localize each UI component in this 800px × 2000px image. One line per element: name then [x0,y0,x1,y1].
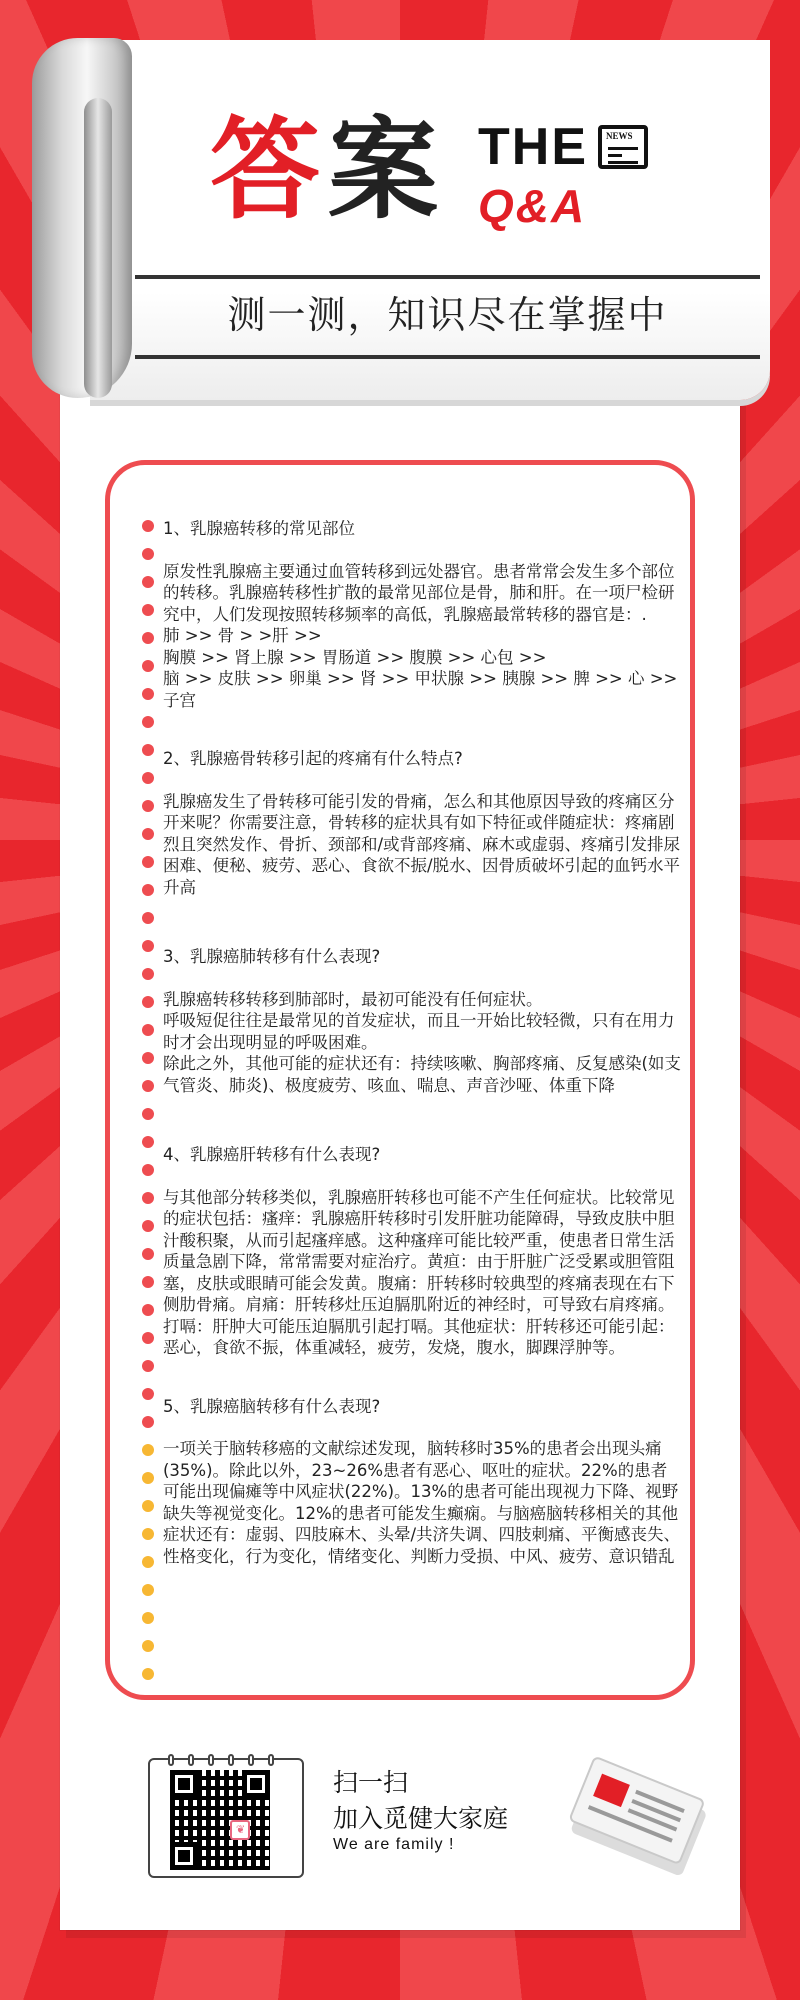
paper-roll-icon [32,38,132,398]
decorative-dot [142,1556,154,1568]
decorative-dot [142,660,154,672]
decorative-dot [142,1472,154,1484]
title-the: THE [478,118,588,176]
news-icon: NEWS [598,125,648,169]
decorative-dot [142,772,154,784]
decorative-dot [142,1500,154,1512]
decorative-dot [142,1304,154,1316]
title-chinese: 答案 [210,106,446,234]
decorative-dot [142,1276,154,1288]
decorative-dot [142,1668,154,1680]
decorative-dot [142,1528,154,1540]
ribbon-logo-icon: ❦ [230,1820,250,1840]
decorative-dot [142,604,154,616]
decorative-dot [142,632,154,644]
decorative-dot [142,1108,154,1120]
answer-text: 一项关于脑转移癌的文献综述发现，脑转移时35%的患者会出现头痛(35%)。除此以外，23~26%患者有恶心、呕吐的症状。22%的患者可能出现偏瘫等中风症状(22%)。13%的患者可能出现视力下降、视野缺失等视觉变化。12%的患者可能发生癫痫。与脑癌脑转移相关的其他症状还有：虚弱、四肢麻木、头晕/共济失调、四肢刺痛、平衡感丧失、性格变化，行为变化，情绪变化、判断力受损、中风、疲劳、意识错乱 [163,1439,681,1566]
qa-section-3 [163,946,683,1096]
question-title: 5、乳腺癌脑转移有什么表现? [163,1396,381,1416]
question-title: 1、乳腺癌转移的常见部位 [163,519,355,538]
qr-code-frame [148,1758,304,1878]
question-title: 2、乳腺癌骨转移引起的疼痛有什么特点? [163,749,463,768]
answer-text: 除此之外，其他可能的症状还有：持续咳嗽、胸部疼痛、反复感染(如支气管炎、肺炎)、极度疲劳、咳血、喘息、声音沙哑、体重下降 [163,1054,681,1095]
decorative-dot [142,744,154,756]
qa-section-4 [163,1144,683,1359]
answer-text: 脑 >> 皮肤 >> 卵巢 >> 肾 >> 甲状腺 >> 胰腺 >> 脾 >> 心 >> 子宫 [163,669,678,710]
question-title: 4、乳腺癌肝转移有什么表现? [163,1145,381,1164]
decorative-dot [142,1136,154,1148]
header-rule-bottom [135,355,760,359]
decorative-dot [142,856,154,868]
qa-content [163,518,683,1567]
decorative-dot [142,1416,154,1428]
decorative-dot [142,1332,154,1344]
decorative-dots [142,520,156,1690]
answer-text: 乳腺癌发生了骨转移可能引发的骨痛，怎么和其他原因导致的疼痛区分开来呢？你需要注意，骨转移的症状具有如下特征或伴随症状：疼痛剧烈且突然发作、骨折、颈部和/或背部疼痛、麻木或虚弱、疼痛引发排尿困难、便秘、疲劳、恶心、食欲不振/脱水、因骨质破坏引起的血钙水平升高 [163,791,681,897]
answer-text: 胸膜 >> 肾上腺 >> 胃肠道 >> 腹膜 >> 心包 >> [163,647,547,667]
scan-prompt: 扫一扫 加入觅健大家庭 [333,1768,509,1833]
answer-text: 乳腺癌转移转移到肺部时，最初可能没有任何症状。 [163,989,543,1009]
answer-text: 呼吸短促往往是最常见的首发症状，而且一开始比较轻微，只有在用力时才会出现明显的呼吸困难。 [163,1011,675,1052]
title-qa: Q&A [478,180,587,232]
decorative-dot [142,800,154,812]
decorative-dot [142,1612,154,1624]
decorative-dot [142,1444,154,1456]
decorative-dot [142,1584,154,1596]
qr-code-icon[interactable] [170,1770,270,1870]
decorative-dot [142,1080,154,1092]
page-title [210,105,670,255]
question-title: 3、乳腺癌肺转移有什么表现? [163,947,381,966]
decorative-dot [142,1220,154,1232]
decorative-dot [142,1052,154,1064]
decorative-dot [142,1024,154,1036]
decorative-dot [142,1248,154,1260]
subtitle: 测一测，知识尽在掌握中 [227,293,668,337]
decorative-dot [142,1164,154,1176]
decorative-dot [142,1360,154,1372]
decorative-dot [142,940,154,952]
answer-text: 原发性乳腺癌主要通过血管转移到远处器官。患者常常会发生多个部位的转移。乳腺癌转移性扩散的最常见部位是骨，肺和肝。在一项尸检研究中，人们发现按照转移频率的高低，乳腺癌最常转移的器官是：. [163,561,675,624]
decorative-dot [142,688,154,700]
decorative-dot [142,828,154,840]
decorative-dot [142,716,154,728]
qa-section-5 [163,1396,683,1568]
decorative-dot [142,576,154,588]
family-slogan: We are family ! [333,1836,455,1853]
header-rule-top [135,275,760,279]
decorative-dot [142,1192,154,1204]
answer-text: 肺 >> 骨 > >肝 >> [163,626,322,645]
decorative-dot [142,912,154,924]
decorative-dot [142,968,154,980]
decorative-dot [142,1388,154,1400]
decorative-dot [142,996,154,1008]
qa-section-1 [163,518,683,711]
answer-text: 与其他部分转移类似，乳腺癌肝转移也可能不产生任何症状。比较常见的症状包括：瘙痒：乳腺癌肝转移时引发肝脏功能障碍，导致皮肤中胆汁酸积聚，从而引起瘙痒感。这种瘙痒可能比较严重，使患者日常生活质量急剧下降，常常需要对症治疗。黄疸：由于肝脏广泛受累或胆管阻塞，皮肤或眼睛可能会发黄。腹痛：肝转移时较典型的疼痛表现在右下侧肋骨痛。肩痛：肝转移灶压迫膈肌附近的神经时，可导致右肩疼痛。打嗝：肝肿大可能压迫膈肌引起打嗝。其他症状：肝转移还可能引起：恶心，食欲不振，体重减轻，疲劳，发烧，腹水，脚踝浮肿等。 [163,1187,675,1357]
decorative-dot [142,520,154,532]
decorative-dot [142,884,154,896]
qa-section-2 [163,748,683,898]
decorative-dot [142,548,154,560]
decorative-dot [142,1640,154,1652]
